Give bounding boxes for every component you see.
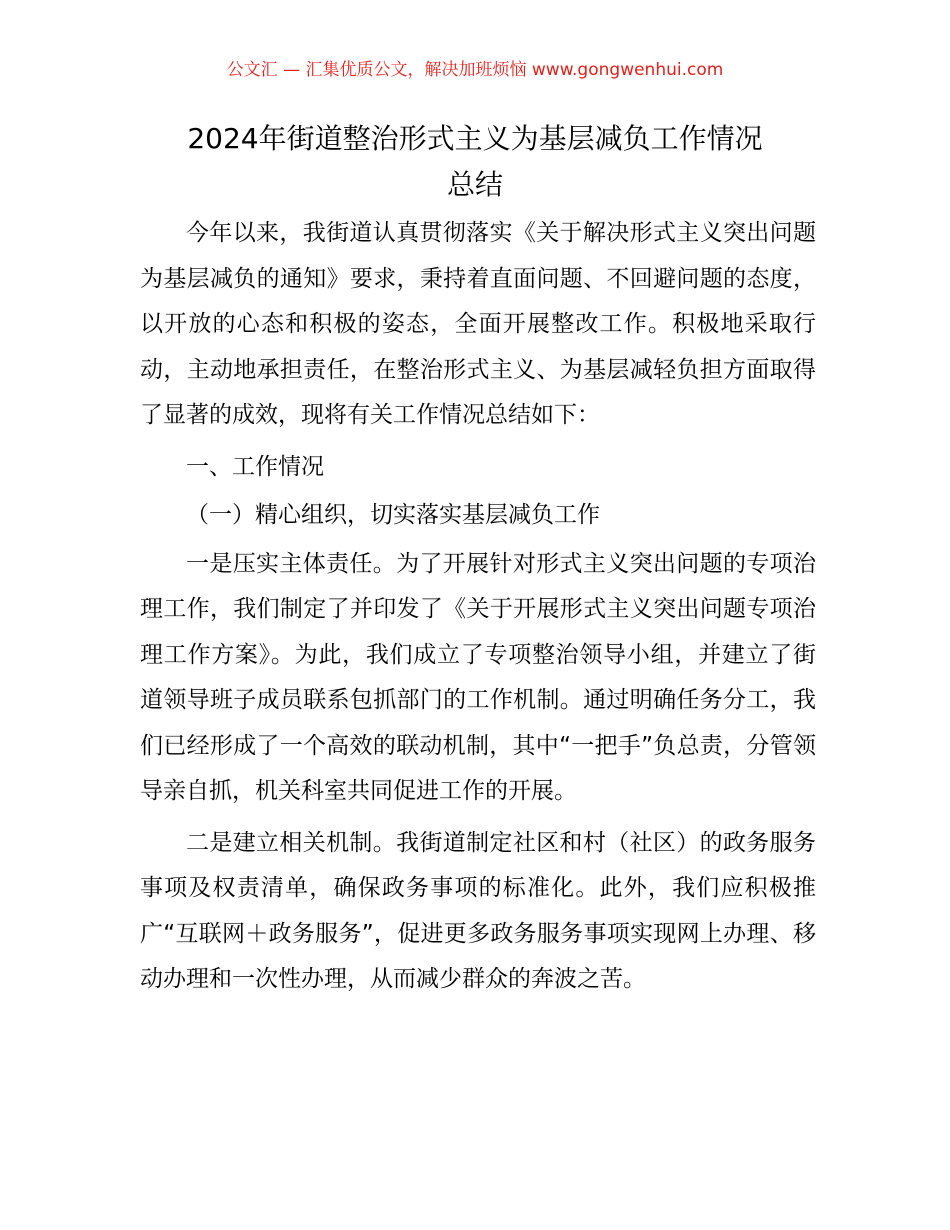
document-body <box>140 211 816 1003</box>
site-banner: 公文汇 — 汇集优质公文，解决加班烦恼 www.gongwenhui.com <box>226 60 724 80</box>
title-line-2: 总结 <box>446 168 503 201</box>
section-heading: 一、工作情况 <box>186 453 324 480</box>
body-paragraph-1: 一是压实主体责任。为了开展针对形式主义突出问题的专项治理工作，我们制定了并印发了《关于开展形式主义突出问题专项治理工作方案》。为此，我们成立了专项整治领导小组，并建立了街道领导班子成员联系包抓部门的工作机制。通过明确任务分工，我们已经形成了一个高效的联动机制，其中“一把手”负总责，分管领导亲自抓，机关科室共同促进工作的开展。 <box>140 550 816 804</box>
body-paragraph-2: 二是建立相关机制。我街道制定社区和村（社区）的政务服务事项及权责清单，确保政务事项的标准化。此外，我们应积极推广“互联网＋政务服务”，促进更多政务服务事项实现网上办理、移动办理和一次性办理，从而减少群众的奔波之苦。 <box>140 829 816 992</box>
intro-paragraph: 今年以来，我街道认真贯彻落实《关于解决形式主义突出问题为基层减负的通知》要求，秉持着直面问题、不回避问题的态度，以开放的心态和积极的姿态，全面开展整改工作。积极地采取行动，主动地承担责任，在整治形式主义、为基层减轻负担方面取得了显著的成效，现将有关工作情况总结如下： <box>140 220 816 428</box>
document-title <box>100 116 850 208</box>
subsection-heading: （一）精心组织，切实落实基层减负工作 <box>186 502 600 528</box>
title-line-1: 2024年街道整治形式主义为基层减负工作情况 <box>187 122 763 155</box>
